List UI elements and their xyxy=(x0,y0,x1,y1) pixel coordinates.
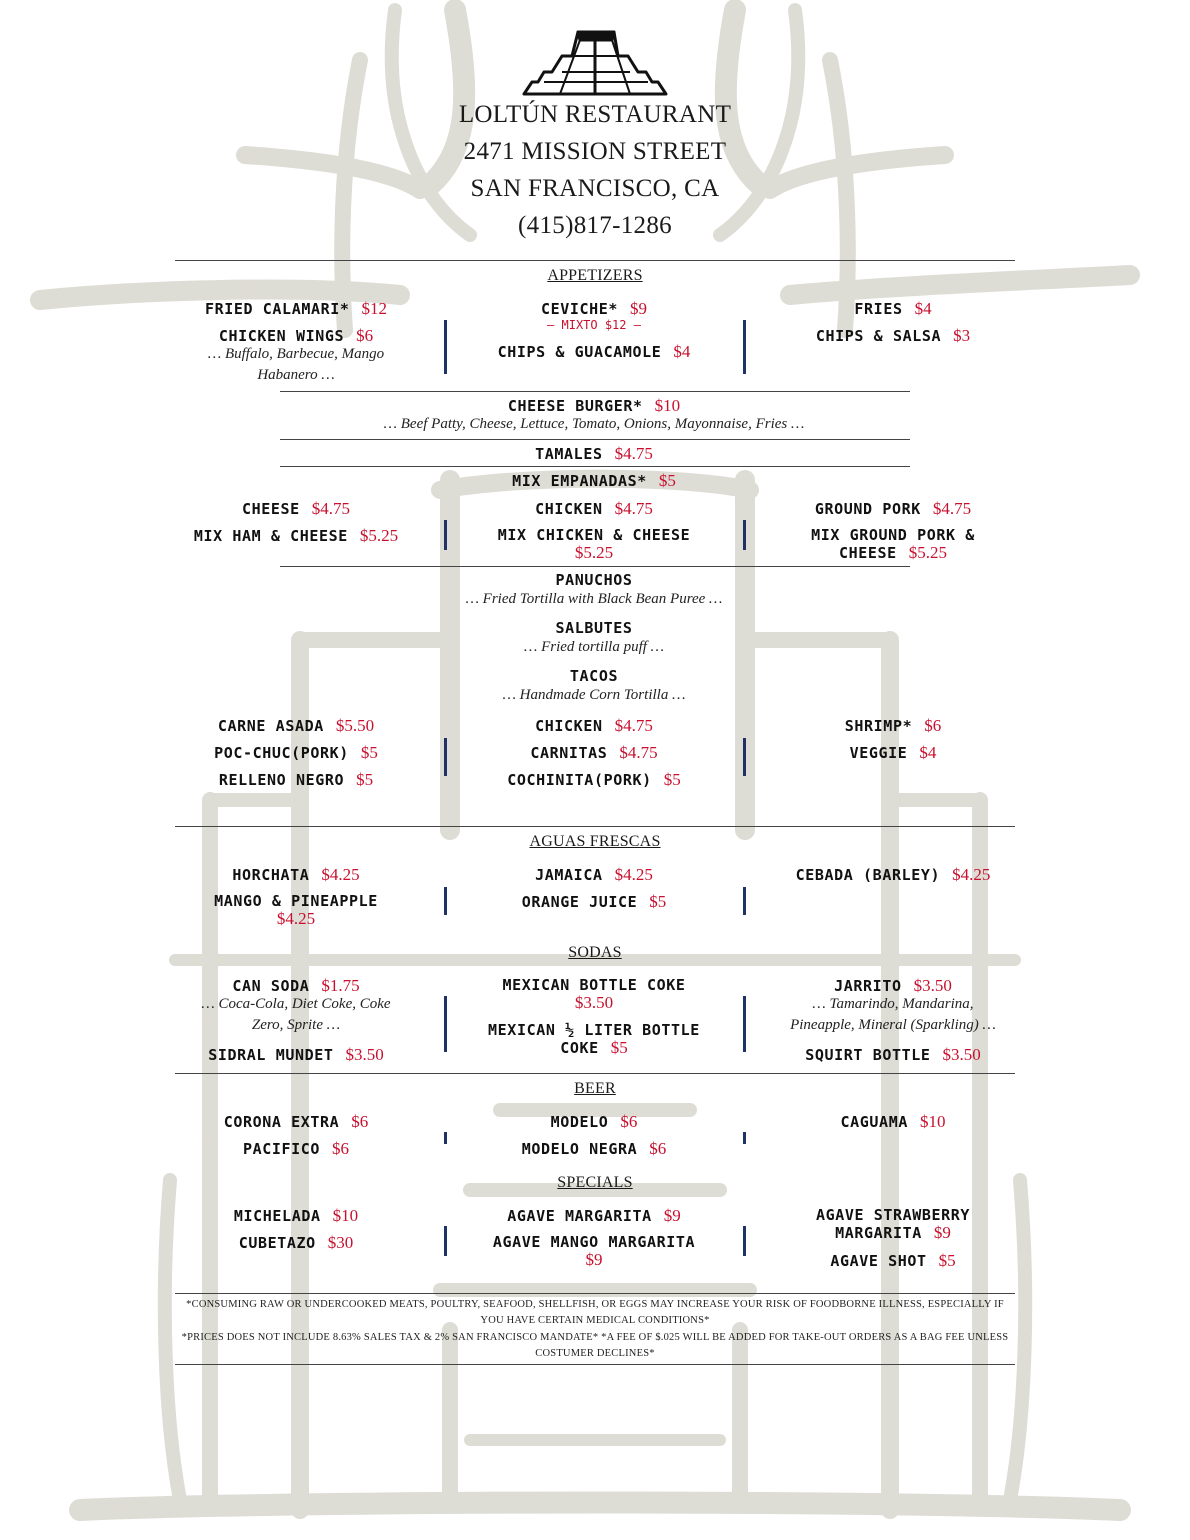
menu-item xyxy=(535,865,653,885)
divider xyxy=(175,1293,1015,1294)
menu-item xyxy=(551,1112,638,1132)
item-price: $3.50 xyxy=(913,976,952,995)
menu-item xyxy=(214,743,378,763)
menu-item xyxy=(219,770,373,790)
item-price: $6 xyxy=(351,1112,369,1131)
column-divider xyxy=(444,1132,447,1144)
item-description: … Fried Tortilla with Black Bean Puree … xyxy=(465,591,723,607)
item-name: TAMALES xyxy=(535,445,603,463)
item-description: … Coca-Cola, Diet Coke, Coke Zero, Sprite … xyxy=(201,996,391,1033)
item-name: CHICKEN xyxy=(535,500,603,518)
menu-item xyxy=(793,526,993,562)
section-title-appetizers: APPETIZERS xyxy=(547,267,643,284)
item-name: CHEESE BURGER* xyxy=(507,397,643,415)
item-name: CUBETAZO xyxy=(238,1234,316,1252)
item-price: $4.75 xyxy=(614,716,653,735)
item-price: $4 xyxy=(919,743,937,762)
item-price: $5 xyxy=(938,1251,956,1270)
item-price: $4.75 xyxy=(614,444,653,463)
divider xyxy=(175,826,1015,827)
item-name: AGAVE SHOT xyxy=(830,1252,927,1270)
item-name: CAN SODA xyxy=(232,977,310,995)
menu-item xyxy=(841,1112,946,1132)
menu-item xyxy=(555,619,632,637)
menu-item xyxy=(242,499,350,519)
menu-item xyxy=(208,1045,383,1065)
item-name: FRIED CALAMARI* xyxy=(205,300,350,318)
restaurant-street: 2471 MISSION STREET xyxy=(463,138,727,165)
item-name: PANUCHOS xyxy=(555,571,633,589)
item-name: JARRITO xyxy=(834,977,902,995)
item-name: COCHINITA(PORK) xyxy=(507,771,652,789)
item-price: $4.75 xyxy=(614,499,653,518)
pyramid-logo-icon xyxy=(520,26,670,98)
item-name: CARNITAS xyxy=(530,744,608,762)
menu-item xyxy=(219,326,373,346)
mixto-note: — MIXTO $12 — xyxy=(547,318,641,332)
item-price: $1.75 xyxy=(321,976,360,995)
item-name: SIDRAL MUNDET xyxy=(208,1046,334,1064)
item-price: $6 xyxy=(620,1112,638,1131)
item-price: $5 xyxy=(610,1038,628,1057)
item-name: CORONA EXTRA xyxy=(223,1113,340,1131)
item-price: $3.50 xyxy=(574,993,614,1012)
column-divider xyxy=(743,1132,746,1144)
menu-item xyxy=(796,865,991,885)
item-name: CHEESE xyxy=(241,500,300,518)
restaurant-name: LOLTÚN RESTAURANT xyxy=(458,101,732,128)
disclaimer-prices: *PRICES DOES NOT INCLUDE 8.63% SALES TAX & 2% SAN FRANCISCO MANDATE* *A FEE OF $.025 WILL BE ADDED FOR TAKE-OUT ORDERS AS A BAG FEE UNLESS COSTUMER DECLINES* xyxy=(181,1332,1009,1359)
item-price: $5.25 xyxy=(908,543,948,562)
restaurant-city: SAN FRANCISCO, CA xyxy=(470,175,720,202)
divider xyxy=(280,439,910,440)
item-name: SQUIRT BOTTLE xyxy=(805,1046,931,1064)
item-name: AGAVE MARGARITA xyxy=(507,1207,652,1225)
column-divider xyxy=(444,320,447,374)
menu-item xyxy=(508,396,680,416)
item-name: PACIFICO xyxy=(242,1140,321,1158)
menu-item xyxy=(834,976,952,996)
item-description: … Fried tortilla puff … xyxy=(523,639,664,655)
item-name: CHIPS & SALSA xyxy=(815,327,942,345)
item-name: RELLENO NEGRO xyxy=(218,771,345,789)
item-price: $5 xyxy=(649,892,667,911)
item-name: AGAVE MANGO MARGARITA xyxy=(492,1233,696,1251)
column-divider xyxy=(444,996,447,1052)
column-divider xyxy=(743,320,746,374)
item-name: MIX EMPANADAS* xyxy=(512,472,647,490)
item-name: CAGUAMA xyxy=(840,1113,908,1131)
menu-item xyxy=(830,1251,955,1271)
item-description: … Buffalo, Barbecue, Mango Habanero … xyxy=(207,346,385,383)
item-name: MEXICAN ½ LITER BOTTLE COKE xyxy=(488,1021,700,1057)
disclaimer-foodborne: *CONSUMING RAW OR UNDERCOOKED MEATS, POULTRY, SEAFOOD, SHELLFISH, OR EGGS MAY INCREASE YOUR RISK OF FOODBORNE ILLNESS, ESPECIALLY IF YOU HAVE CERTAIN MEDICAL CONDITIONS* xyxy=(186,1299,1004,1326)
item-price: $6 xyxy=(356,326,374,345)
column-divider xyxy=(444,738,447,776)
menu-item xyxy=(535,444,653,464)
item-name: CEVICHE* xyxy=(540,300,619,318)
column-divider xyxy=(743,738,746,776)
column-divider xyxy=(743,887,746,915)
item-name: MIX HAM & CHEESE xyxy=(193,527,348,545)
item-name: MODELO NEGRA xyxy=(521,1140,638,1158)
item-price: $10 xyxy=(654,396,681,415)
item-name: CEBADA (BARLEY) xyxy=(795,866,941,884)
menu-item xyxy=(570,667,618,685)
section-title-aguas: AGUAS FRESCAS xyxy=(529,833,661,850)
divider xyxy=(280,391,910,392)
menu-item xyxy=(512,471,676,491)
item-price: $9 xyxy=(663,1206,681,1225)
item-price: $4.75 xyxy=(932,499,972,518)
menu-item xyxy=(479,1233,709,1269)
item-price: $10 xyxy=(332,1206,359,1225)
section-title-beer: BEER xyxy=(574,1080,616,1097)
item-price: $5 xyxy=(360,743,378,762)
item-price: $4.75 xyxy=(619,743,658,762)
item-price: $10 xyxy=(919,1112,946,1131)
item-description: … Beef Patty, Cheese, Lettuce, Tomato, Onions, Mayonnaise, Fries … xyxy=(383,416,805,432)
column-divider xyxy=(743,996,746,1052)
item-price: $4.25 xyxy=(614,865,653,884)
item-price: $5 xyxy=(663,770,681,789)
item-name: CARNE ASADA xyxy=(217,717,324,735)
divider xyxy=(280,466,910,467)
divider xyxy=(175,1364,1015,1365)
menu-item xyxy=(530,743,657,763)
column-divider xyxy=(444,520,447,550)
item-name: FRIES xyxy=(854,300,903,318)
divider xyxy=(175,260,1015,261)
menu-item xyxy=(479,526,709,562)
menu-item xyxy=(243,1139,349,1159)
menu-item xyxy=(234,1206,358,1226)
item-price: $5 xyxy=(356,770,374,789)
column-divider xyxy=(444,887,447,915)
menu-item xyxy=(815,499,971,519)
menu-item xyxy=(218,716,374,736)
item-price: $3.50 xyxy=(942,1045,981,1064)
item-name: MICHELADA xyxy=(233,1207,321,1225)
menu-item xyxy=(205,299,387,319)
item-price: $3.50 xyxy=(345,1045,384,1064)
menu-item xyxy=(805,1045,980,1065)
item-name: MODELO xyxy=(550,1113,609,1131)
menu-item xyxy=(522,1139,667,1159)
item-description: … Handmade Corn Tortilla … xyxy=(502,687,686,703)
item-price: $5.50 xyxy=(335,716,375,735)
item-name: SHRIMP* xyxy=(844,717,913,735)
menu-item xyxy=(555,571,632,589)
menu-item xyxy=(239,1233,354,1253)
item-name: MIX CHICKEN & CHEESE xyxy=(497,526,691,544)
item-price: $9 xyxy=(933,1223,951,1242)
menu-item xyxy=(196,892,396,928)
menu-item xyxy=(522,892,667,912)
item-price: $9 xyxy=(585,1250,603,1269)
menu-item xyxy=(850,743,937,763)
menu-item xyxy=(507,1206,680,1226)
menu-item xyxy=(793,1206,993,1242)
item-price: $4 xyxy=(914,299,932,318)
section-title-sodas: SODAS xyxy=(568,944,622,961)
item-price: $5.25 xyxy=(359,526,399,545)
item-name: TACOS xyxy=(569,667,619,685)
item-name: SALBUTES xyxy=(555,619,633,637)
item-price: $6 xyxy=(924,716,942,735)
item-price: $9 xyxy=(630,299,648,318)
column-divider xyxy=(743,1226,746,1256)
menu-item xyxy=(232,976,359,996)
item-name: MIX GROUND PORK & CHEESE xyxy=(811,526,975,562)
menu-item xyxy=(479,976,709,1012)
menu-item xyxy=(224,1112,369,1132)
item-name: VEGGIE xyxy=(849,744,908,762)
item-price: $4.25 xyxy=(321,865,360,884)
item-price: $30 xyxy=(327,1233,354,1252)
menu-item xyxy=(479,1021,709,1057)
divider xyxy=(175,1073,1015,1074)
column-divider xyxy=(743,520,746,550)
item-name: CHIPS & GUACAMOLE xyxy=(497,343,662,361)
item-name: MEXICAN BOTTLE COKE xyxy=(502,976,686,994)
menu-item xyxy=(194,526,398,546)
menu-item xyxy=(498,342,691,362)
menu-item xyxy=(816,326,970,346)
item-price: $5 xyxy=(658,471,676,490)
restaurant-phone: (415)817-1286 xyxy=(518,212,672,239)
item-price: $4.75 xyxy=(311,499,351,518)
item-name: MANGO & PINEAPPLE xyxy=(214,892,378,910)
menu-item xyxy=(507,770,680,790)
item-name: ORANGE JUICE xyxy=(521,893,638,911)
item-price: $4.25 xyxy=(276,909,316,928)
item-price: $4 xyxy=(673,342,691,361)
menu-item xyxy=(854,299,931,319)
divider xyxy=(280,566,910,567)
item-price: $5.25 xyxy=(574,543,614,562)
item-name: POC-CHUC(PORK) xyxy=(214,744,349,762)
item-name: AGAVE STRAWBERRY MARGARITA xyxy=(815,1206,971,1242)
section-title-specials: SPECIALS xyxy=(557,1174,633,1191)
item-price: $12 xyxy=(361,299,387,318)
item-price: $6 xyxy=(649,1139,667,1158)
item-name: HORCHATA xyxy=(232,866,310,884)
menu-item xyxy=(232,865,359,885)
menu-item xyxy=(845,716,941,736)
menu-item xyxy=(541,299,647,319)
item-description: … Tamarindo, Mandarina, Pineapple, Mineral (Sparkling) … xyxy=(790,996,996,1033)
column-divider xyxy=(444,1226,447,1256)
item-name: GROUND PORK xyxy=(814,500,921,518)
item-price: $6 xyxy=(332,1139,350,1158)
item-name: CHICKEN WINGS xyxy=(218,327,345,345)
item-name: JAMAICA xyxy=(535,866,603,884)
item-name: CHICKEN xyxy=(535,717,603,735)
item-price: $4.25 xyxy=(952,865,991,884)
menu-item xyxy=(535,716,653,736)
menu-item xyxy=(535,499,653,519)
item-price: $3 xyxy=(953,326,971,345)
